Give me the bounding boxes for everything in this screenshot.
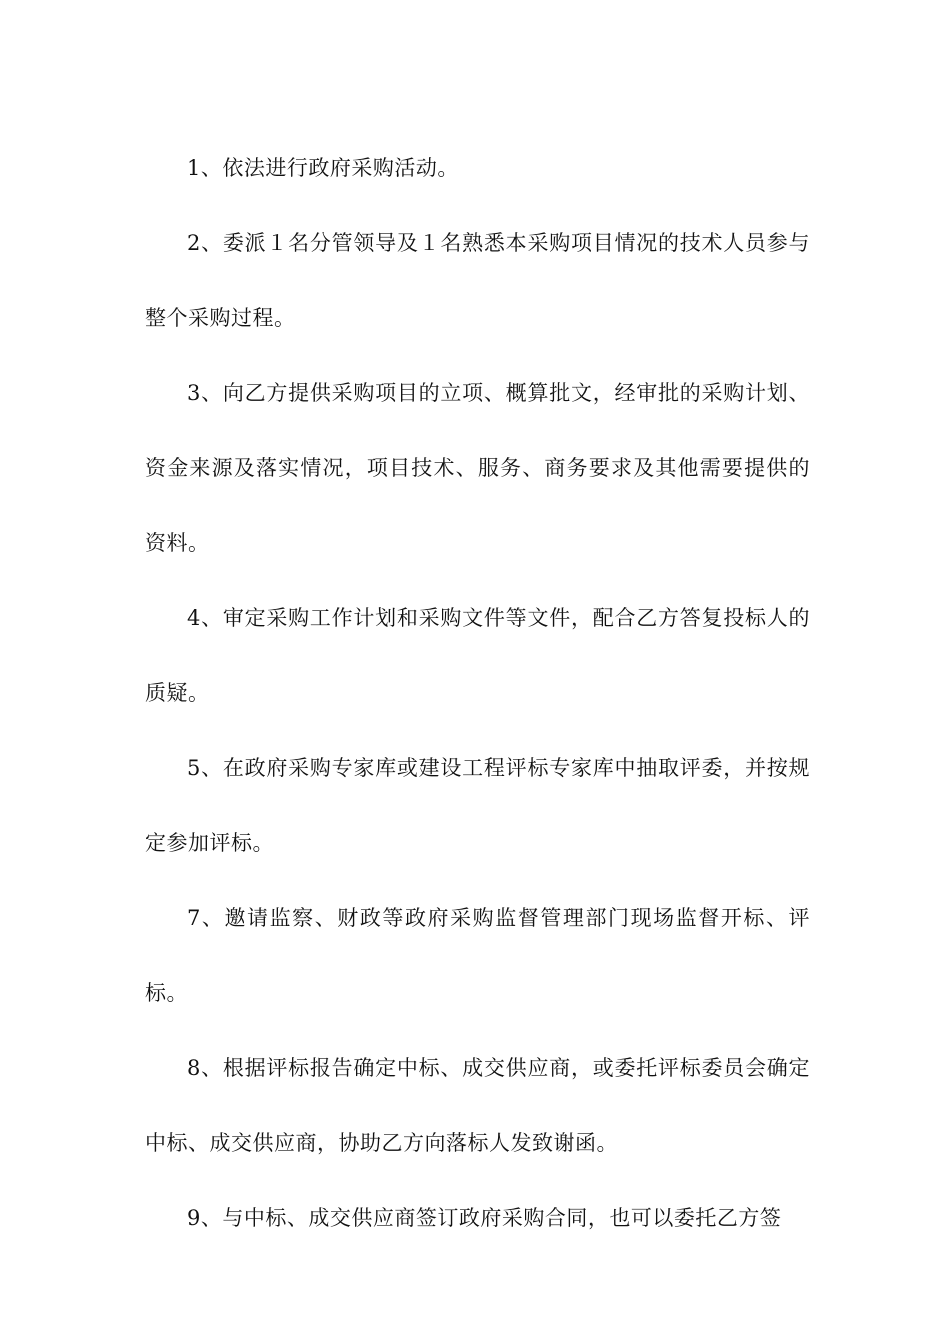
paragraph-2: 2、委派１名分管领导及１名熟悉本采购项目情况的技术人员参与整个采购过程。 — [145, 231, 810, 330]
paragraph-8: 8、根据评标报告确定中标、成交供应商，或委托评标委员会确定中标、成交供应商，协助乙方向落标人发致谢函。 — [145, 1056, 810, 1155]
paragraph-7: 7、邀请监察、财政等政府采购监督管理部门现场监督开标、评标。 — [145, 906, 810, 1005]
paragraph-3: 3、向乙方提供采购项目的立项、概算批文，经审批的采购计划、资金来源及落实情况，项目技术、服务、商务要求及其他需要提供的资料。 — [145, 381, 810, 555]
paragraph-9: 9、与中标、成交供应商签订政府采购合同，也可以委托乙方签 — [187, 1206, 782, 1230]
paragraph-4: 4、审定采购工作计划和采购文件等文件，配合乙方答复投标人的质疑。 — [145, 606, 810, 705]
paragraph-5: 5、在政府采购专家库或建设工程评标专家库中抽取评委，并按规定参加评标。 — [145, 756, 810, 855]
paragraph-1: 1、依法进行政府采购活动。 — [187, 156, 459, 180]
document-body — [145, 131, 810, 1256]
